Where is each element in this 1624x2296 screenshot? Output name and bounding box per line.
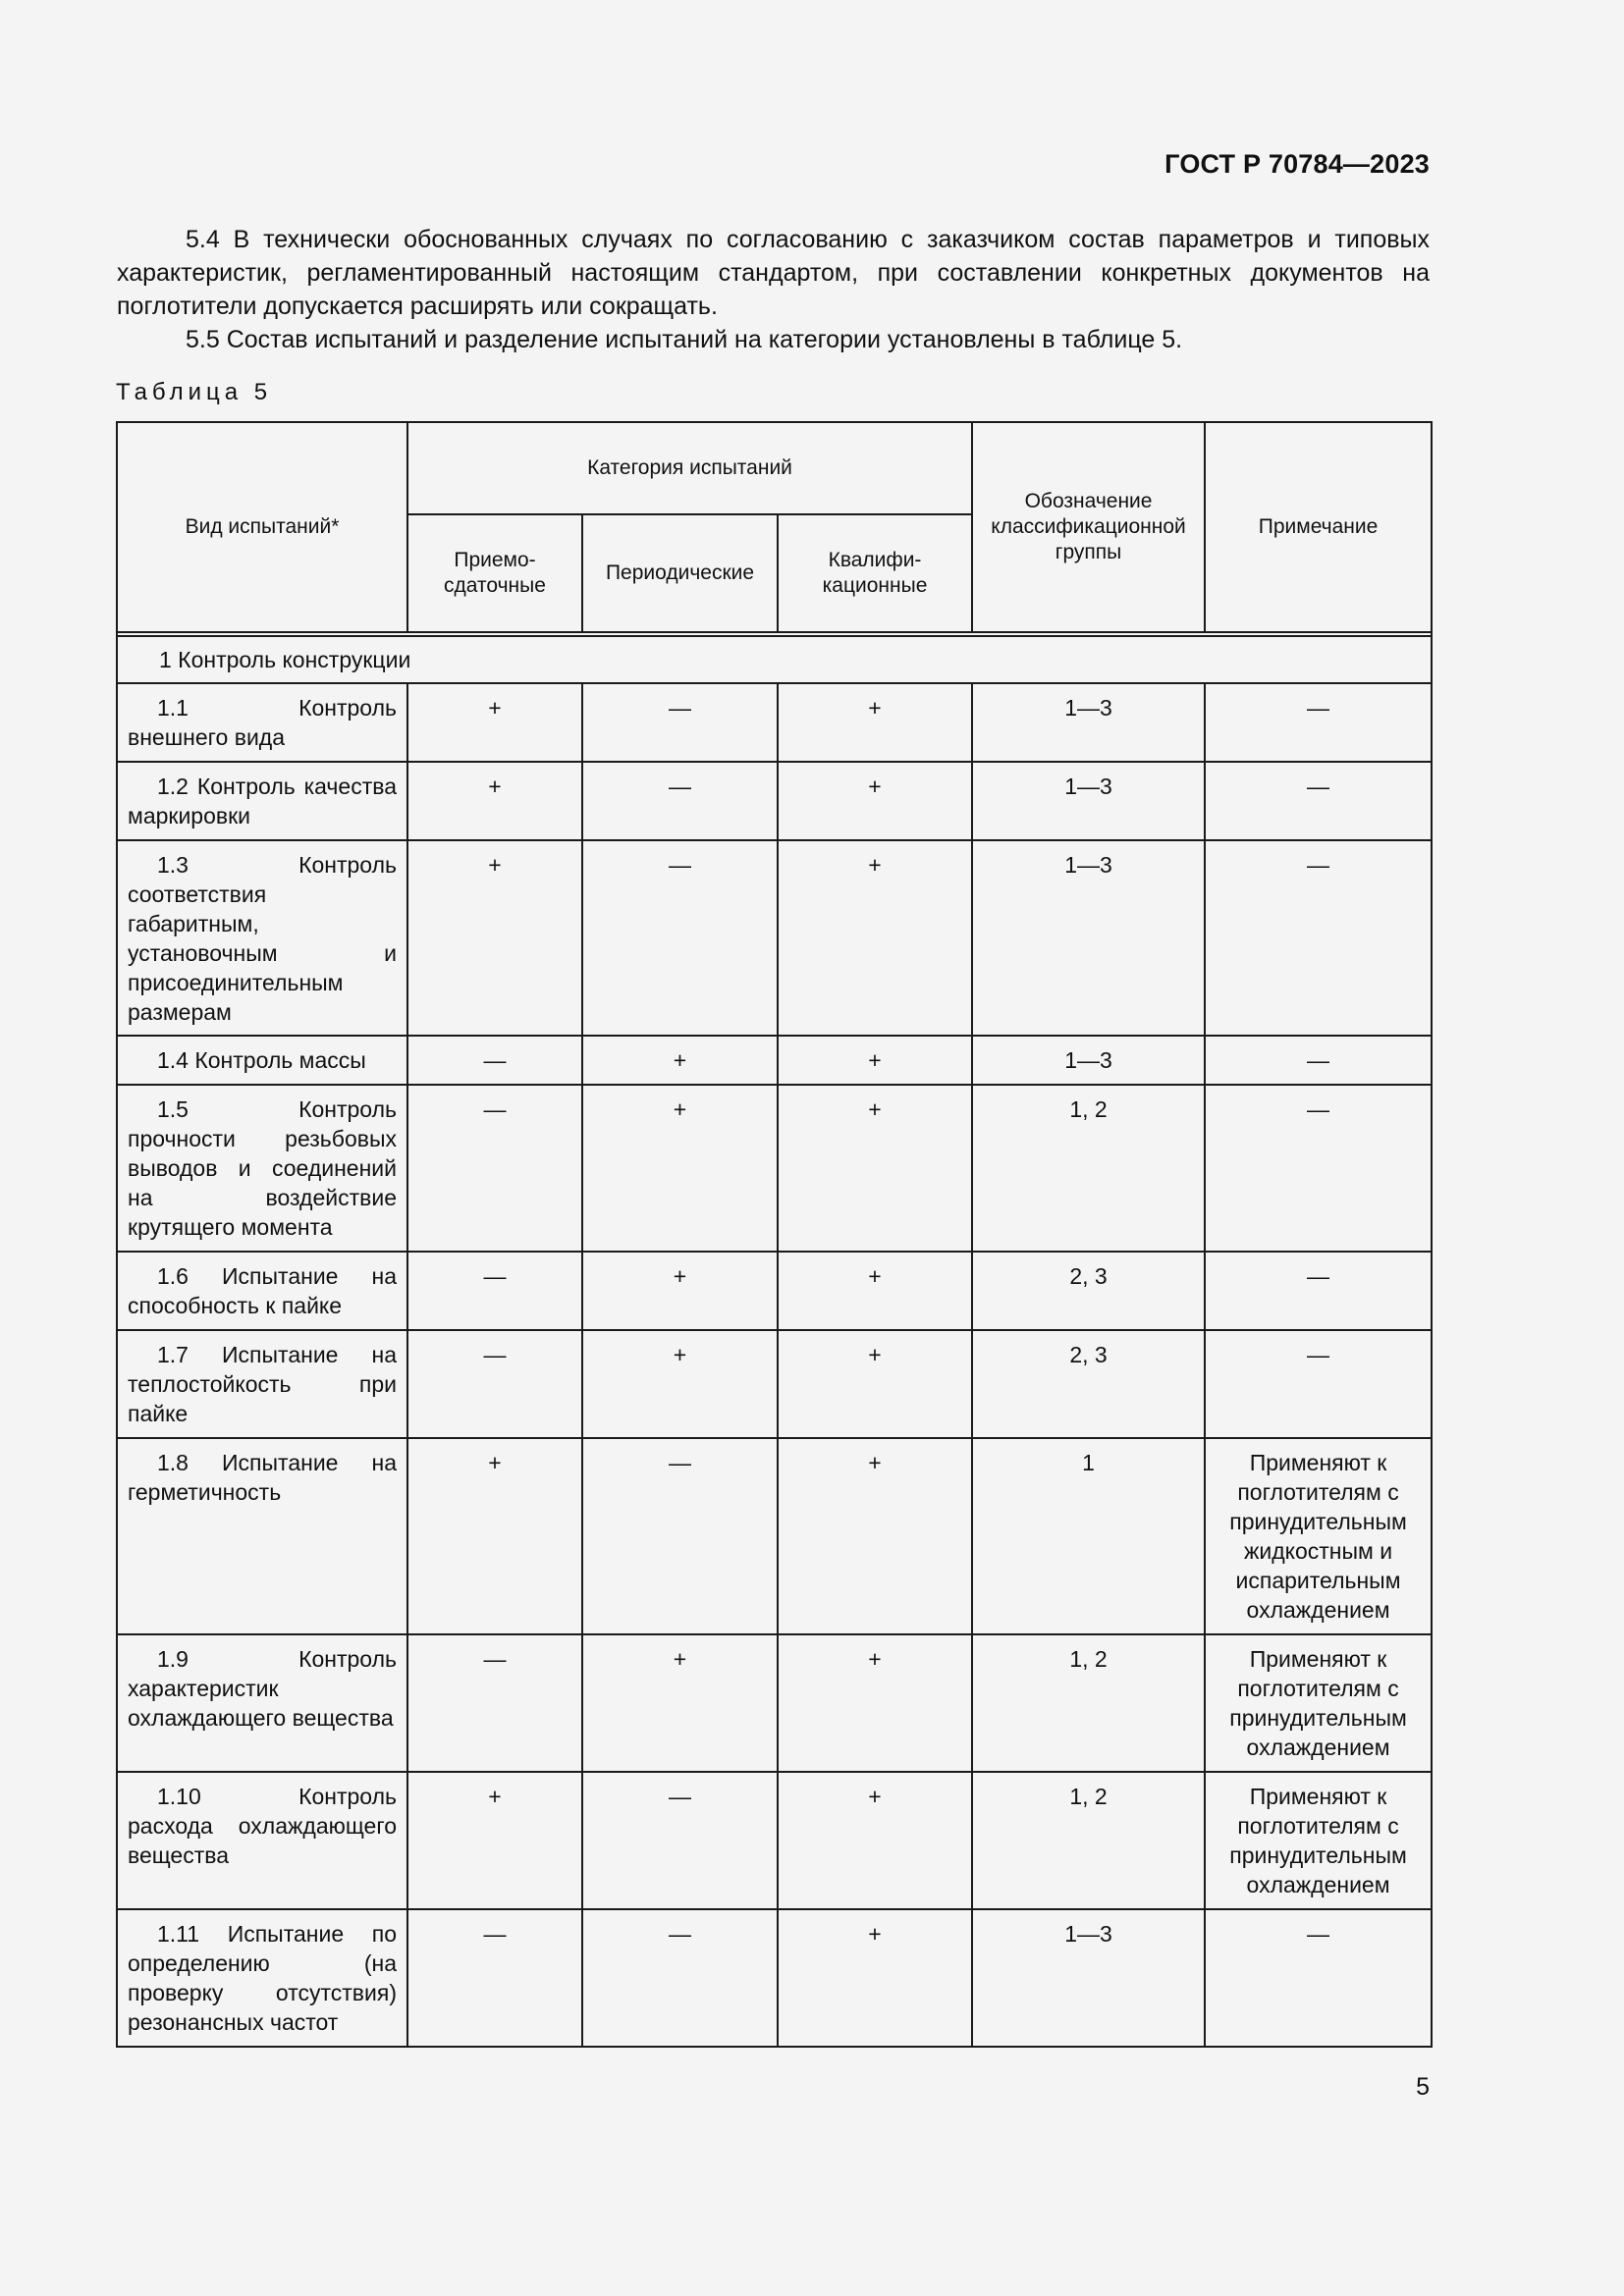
- periodic-cell: —: [582, 762, 778, 840]
- qualification-cell: +: [778, 1252, 972, 1330]
- table-row: [117, 1036, 1432, 1085]
- qualification-cell: +: [778, 1036, 972, 1085]
- note-cell: Применяют к поглотителям с принудительным охлаждением: [1205, 1634, 1432, 1772]
- header-class-group: Обозначение классификационной группы: [972, 422, 1205, 632]
- acceptance-cell: +: [407, 1438, 582, 1634]
- qualification-cell: +: [778, 1909, 972, 2047]
- note-cell: —: [1205, 683, 1432, 762]
- periodic-cell: —: [582, 1772, 778, 1909]
- qualification-cell: +: [778, 1330, 972, 1438]
- table-caption: Таблица 5: [116, 379, 273, 405]
- test-name-cell: 1.11 Испытание по определению (на проверку отсутствия) резонансных частот: [117, 1909, 407, 2047]
- header-acceptance: Приемо- сдаточные: [407, 514, 582, 632]
- table-row: [117, 1085, 1432, 1252]
- test-name-cell: 1.1 Контроль внешнего вида: [117, 683, 407, 762]
- periodic-cell: —: [582, 1438, 778, 1634]
- note-cell: —: [1205, 1036, 1432, 1085]
- class-group-cell: 1—3: [972, 762, 1205, 840]
- note-cell: —: [1205, 1085, 1432, 1252]
- class-group-cell: 2, 3: [972, 1252, 1205, 1330]
- acceptance-cell: +: [407, 762, 582, 840]
- note-cell: —: [1205, 1330, 1432, 1438]
- acceptance-cell: —: [407, 1085, 582, 1252]
- test-name-cell: 1.3 Контроль соответствия габаритным, установочным и присоединительным размерам: [117, 840, 407, 1036]
- class-group-cell: 1—3: [972, 1909, 1205, 2047]
- class-group-cell: 1—3: [972, 683, 1205, 762]
- periodic-cell: +: [582, 1634, 778, 1772]
- acceptance-cell: —: [407, 1634, 582, 1772]
- class-group-cell: 1—3: [972, 840, 1205, 1036]
- table-row: [117, 1330, 1432, 1438]
- class-group-cell: 1, 2: [972, 1772, 1205, 1909]
- document-code: ГОСТ Р 70784—2023: [1164, 149, 1430, 179]
- acceptance-cell: —: [407, 1909, 582, 2047]
- qualification-cell: +: [778, 1634, 972, 1772]
- test-name-cell: 1.2 Контроль качества маркировки: [117, 762, 407, 840]
- section-title: 1 Контроль конструкции: [117, 636, 1432, 683]
- acceptance-cell: +: [407, 683, 582, 762]
- qualification-cell: +: [778, 1085, 972, 1252]
- note-cell: Применяют к поглотителям с принудительным охлаждением: [1205, 1772, 1432, 1909]
- class-group-cell: 2, 3: [972, 1330, 1205, 1438]
- test-name-cell: 1.9 Контроль характеристик охлаждающего вещества: [117, 1634, 407, 1772]
- paragraph-5-4: 5.4 В технически обоснованных случаях по согласованию с заказчиком состав параметров и типовых характеристик, регламентированный настоящим стандартом, при составлении конкретных документов на поглотители допускается расширять или сокращать.: [117, 226, 1430, 320]
- qualification-cell: +: [778, 683, 972, 762]
- test-name-cell: 1.7 Испытание на теплостойкость при пайке: [117, 1330, 407, 1438]
- acceptance-cell: —: [407, 1036, 582, 1085]
- qualification-cell: +: [778, 1772, 972, 1909]
- periodic-cell: +: [582, 1036, 778, 1085]
- periodic-cell: —: [582, 683, 778, 762]
- acceptance-cell: +: [407, 840, 582, 1036]
- class-group-cell: 1, 2: [972, 1085, 1205, 1252]
- test-name-cell: 1.6 Испытание на способность к пайке: [117, 1252, 407, 1330]
- test-name-cell: 1.5 Контроль прочности резьбовых выводов и соединений на воздействие крутящего момента: [117, 1085, 407, 1252]
- header-test-type: Вид испытаний*: [117, 422, 407, 632]
- test-name-cell: 1.8 Испытание на герметичность: [117, 1438, 407, 1634]
- table-row: [117, 1772, 1432, 1909]
- table-row: [117, 683, 1432, 762]
- table-row: [117, 1634, 1432, 1772]
- table-row: [117, 1909, 1432, 2047]
- qualification-cell: +: [778, 840, 972, 1036]
- page-number: 5: [1416, 2073, 1430, 2101]
- note-cell: —: [1205, 762, 1432, 840]
- test-name-cell: 1.10 Контроль расхода охлаждающего вещества: [117, 1772, 407, 1909]
- header-note: Примечание: [1205, 422, 1432, 632]
- class-group-cell: 1—3: [972, 1036, 1205, 1085]
- paragraph-5-5: 5.5 Состав испытаний и разделение испытаний на категории установлены в таблице 5.: [186, 326, 1183, 353]
- periodic-cell: —: [582, 840, 778, 1036]
- class-group-cell: 1, 2: [972, 1634, 1205, 1772]
- acceptance-cell: +: [407, 1772, 582, 1909]
- periodic-cell: —: [582, 1909, 778, 2047]
- header-category: Категория испытаний: [407, 422, 972, 514]
- tests-table: [116, 421, 1433, 2048]
- acceptance-cell: —: [407, 1330, 582, 1438]
- table-row: [117, 840, 1432, 1036]
- periodic-cell: +: [582, 1330, 778, 1438]
- test-name-cell: 1.4 Контроль массы: [117, 1036, 407, 1085]
- periodic-cell: +: [582, 1085, 778, 1252]
- table-row: [117, 1252, 1432, 1330]
- acceptance-cell: —: [407, 1252, 582, 1330]
- periodic-cell: +: [582, 1252, 778, 1330]
- table-row: [117, 762, 1432, 840]
- note-cell: Применяют к поглотителям с принудительным жидкостным и испарительным охлаждением: [1205, 1438, 1432, 1634]
- qualification-cell: +: [778, 762, 972, 840]
- class-group-cell: 1: [972, 1438, 1205, 1634]
- note-cell: —: [1205, 1909, 1432, 2047]
- table-row: [117, 1438, 1432, 1634]
- qualification-cell: +: [778, 1438, 972, 1634]
- header-qualification: Квалифи- кационные: [778, 514, 972, 632]
- note-cell: —: [1205, 1252, 1432, 1330]
- note-cell: —: [1205, 840, 1432, 1036]
- header-periodic: Периодические: [582, 514, 778, 632]
